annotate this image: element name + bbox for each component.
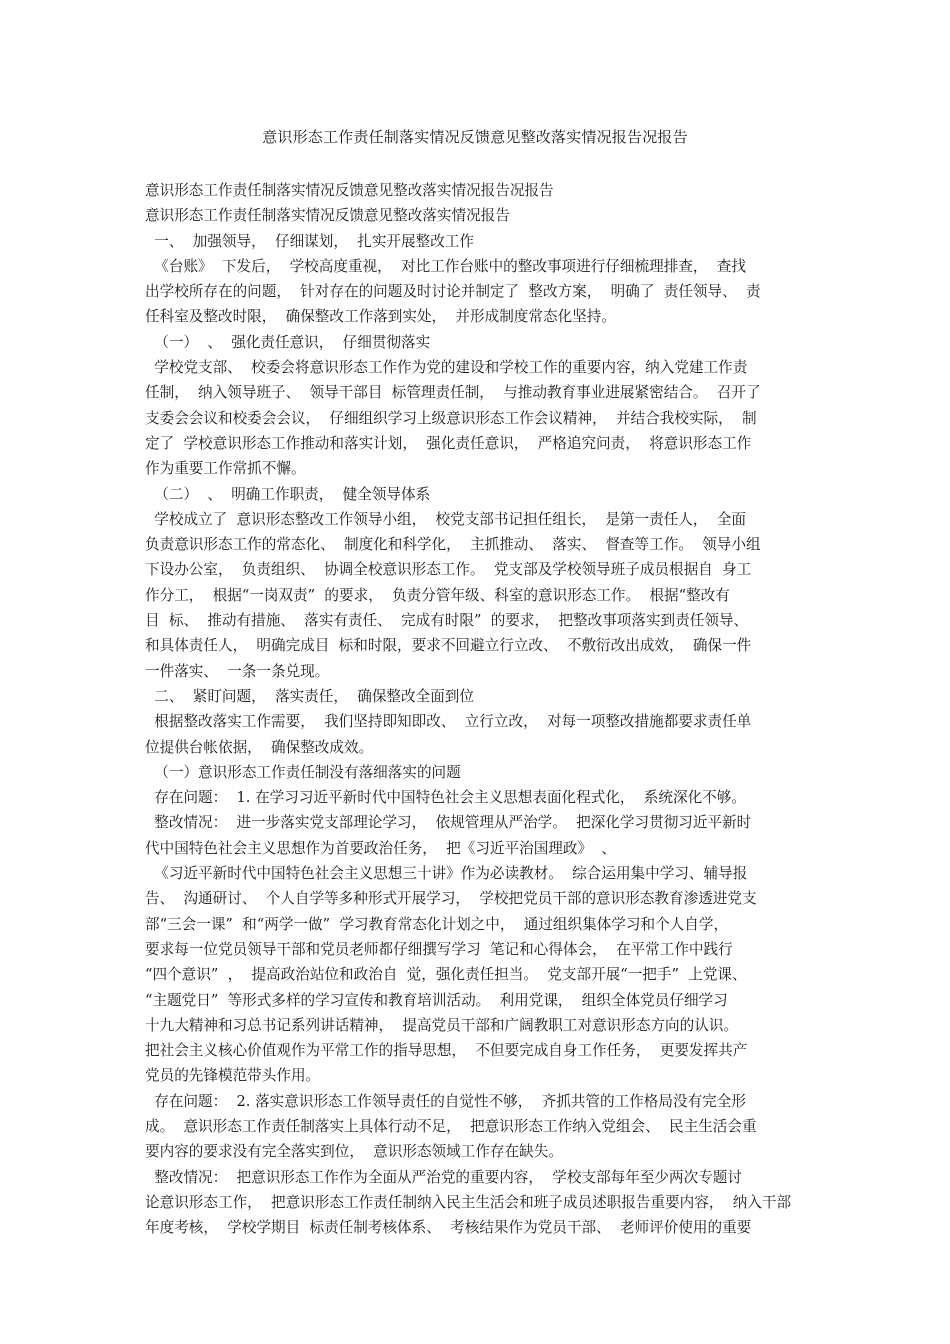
- text-line: 作为重要工作常抓不懈。: [145, 460, 306, 478]
- text-line: 出学校所存在的问题， 针对存在的问题及时讨论并制定了 整改方案， 明确了 责任领导、 责: [145, 283, 761, 301]
- text-line: “主题党日” 等形式多样的学习宣传和教育培训活动。 利用党课， 组织全体党员仔细学习: [145, 991, 728, 1009]
- text-line: 《台账》 下发后， 学校高度重视， 对比工作台账中的整改事项进行仔细梳理排查， 查找: [145, 257, 746, 275]
- text-line: 负责意识形态工作的常态化、 制度化和科学化， 主抓推动、 落实、 督查等工作。 领导小组: [145, 536, 761, 554]
- text-line: 论意识形态工作， 把意识形态工作责任制纳入民主生活会和班子成员述职报告重要内容， 纳入干部: [145, 1193, 792, 1211]
- text-line: 《习近平新时代中国特色社会主义思想三十讲》作为必读教材。 综合运用集中学习、辅导报: [145, 865, 748, 883]
- text-line: 年度考核， 学校学期目 标责任制考核体系、 考核结果作为党员干部、 老师评价使用的重要: [145, 1219, 752, 1237]
- text-line: 代中国特色社会主义思想作为首要政治任务， 把《习近平治国理政》 、: [145, 839, 616, 857]
- text-line: 把社会主义核心价值观作为平常工作的指导思想， 不但要完成自身工作任务， 更要发挥共产: [145, 1042, 748, 1060]
- subsection-heading: （一）意识形态工作责任制没有落细落实的问题: [145, 763, 461, 781]
- text-line: 学校成立了 意识形态整改工作领导小组， 校党支部书记担任组长， 是第一责任人， 全面: [145, 510, 746, 528]
- section-heading: 一、 加强领导， 仔细谋划， 扎实开展整改工作: [145, 232, 474, 250]
- text-line: 存在问题： 2. 落实意识形态工作领导责任的自觉性不够， 齐抓共管的工作格局没有完全形: [145, 1092, 746, 1110]
- document-body: [145, 178, 815, 1240]
- document-title: 意识形态工作责任制落实情况反馈意见整改落实情况报告况报告: [262, 128, 688, 146]
- text-line: 成。 意识形态工作责任制落实上具体行动不足， 把意识形态工作纳入党组会、 民主生活会重: [145, 1117, 757, 1135]
- text-line: 意识形态工作责任制落实情况反馈意见整改落实情况报告况报告: [145, 182, 554, 199]
- text-line: 支委会会议和校委会会议， 仔细组织学习上级意识形态工作会议精神， 并结合我校实际， 制: [145, 409, 757, 427]
- text-line: 十九大精神和习总书记系列讲话精神， 提高党员干部和广阔教职工对意识形态方向的认识。: [145, 1016, 739, 1034]
- text-line: 意识形态工作责任制落实情况反馈意见整改落实情况报告: [145, 207, 510, 225]
- text-line: 任科室及整改时限， 确保整改工作落到实处， 并形成制度常态化坚持。: [145, 308, 616, 326]
- text-line: 学校党支部、 校委会将意识形态工作作为党的建设和学校工作的重要内容，纳入党建工作责: [145, 359, 748, 377]
- text-line: 位提供台帐依据， 确保整改成效。: [145, 738, 374, 756]
- text-line: 作分工， 根据“一岗双责” 的要求， 负责分管年级、科室的意识形态工作。 根据“整改有: [145, 586, 730, 604]
- text-line: “四个意识” ， 提高政治站位和政治自 觉，强化责任担当。 党支部开展“一把手” 上党课、: [145, 966, 747, 984]
- text-line: 定了 学校意识形态工作推动和落实计划， 强化责任意识， 严格追究问责， 将意识形态工作: [145, 434, 752, 452]
- subsection-heading: （一） 、 强化责任意识， 仔细贯彻落实: [145, 333, 431, 351]
- text-line: 根据整改落实工作需要， 我们坚持即知即改、 立行立改， 对每一项整改措施都要求责任单: [145, 713, 752, 731]
- section-heading: 二、 紧盯问题， 落实责任， 确保整改全面到位: [145, 687, 474, 705]
- text-line: 整改情况： 把意识形态工作作为全面从严治党的重要内容， 学校支部每年至少两次专题讨: [145, 1168, 742, 1186]
- text-line: 要求每一位党员领导干部和党员老师都仔细撰写学习 笔记和心得体会， 在平常工作中践行: [145, 940, 733, 958]
- text-line: 整改情况： 进一步落实党支部理论学习， 依规管理从严治学。 把深化学习贯彻习近平新时: [145, 814, 752, 832]
- text-line: 下设办公室， 负责组织、 协调全校意识形态工作。 党支部及学校领导班子成员根据自 身工: [145, 561, 752, 579]
- text-line: 一件落实、 一条一条兑现。: [145, 662, 330, 680]
- text-line: 存在问题： 1. 在学习习近平新时代中国特色社会主义思想表面化程式化， 系统深化不够。: [145, 789, 746, 807]
- text-line: 和具体责任人， 明确完成目 标和时限，要求不回避立行立改、 不敷衍改出成效， 确保一件: [145, 637, 752, 655]
- text-line: 要内容的要求没有完全落实到位， 意识形态领域工作存在缺失。: [145, 1143, 563, 1161]
- text-line: 告、 沟通研讨、 个人自学等多种形式开展学习， 学校把党员干部的意识形态教育渗透进党支: [145, 890, 757, 908]
- text-line: 目 标、 推动有措施、 落实有责任、 完成有时限” 的要求， 把整改事项落实到责任领导、: [145, 612, 749, 630]
- subsection-heading: （二） 、 明确工作职责， 健全领导体系: [145, 485, 431, 503]
- text-line: 任制， 纳入领导班子、 领导干部目 标管理责任制， 与推动教育事业进展紧密结合。 召开了: [145, 384, 761, 402]
- text-line: 党员的先锋模范带头作用。: [145, 1067, 321, 1085]
- text-line: 部“三会一课” 和“两学一做” 学习教育常态化计划之中， 通过组织集体学习和个人自学，: [145, 915, 729, 933]
